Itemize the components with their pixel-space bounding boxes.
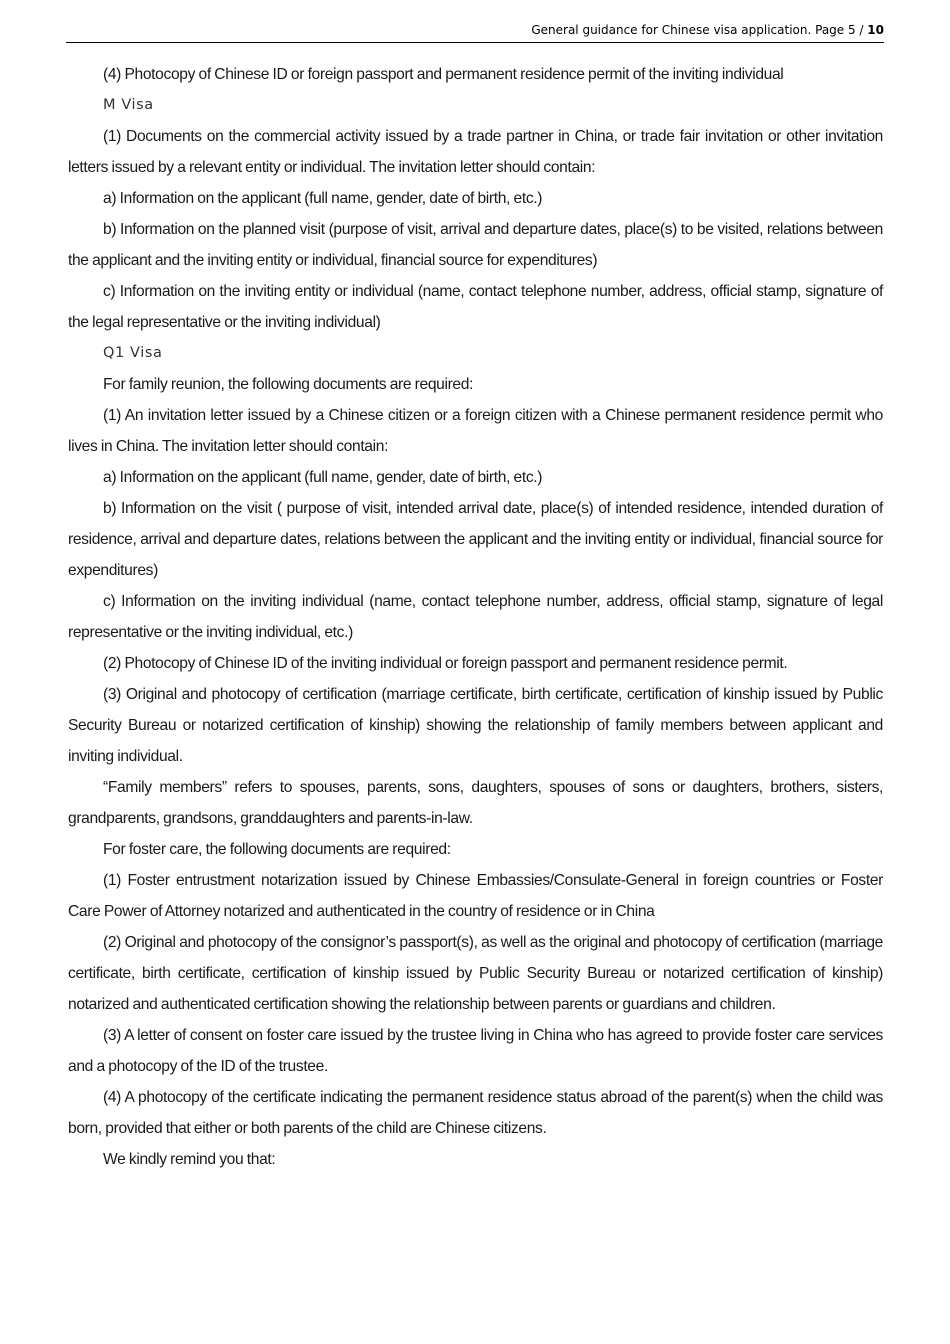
- paragraph: (1) Documents on the commercial activity issued by a trade partner in China, or trade fair invitation or other invitation letters issued by a relevant entity or individual. The invitation letter should contain:: [68, 128, 883, 176]
- section-heading: M Visa: [103, 97, 154, 113]
- paragraph: (1) An invitation letter issued by a Chinese citizen or a foreign citizen with a Chinese permanent residence permit who lives in China. The invitation letter should contain:: [68, 407, 883, 455]
- paragraph: (2) Photocopy of Chinese ID of the inviting individual or foreign passport and permanent residence permit.: [103, 655, 788, 672]
- header-title: General guidance for Chinese visa application. Page 5 /: [531, 23, 868, 37]
- paragraph: (3) A letter of consent on foster care issued by the trustee living in China who has agreed to provide foster care services and a photocopy of the ID of the trustee.: [68, 1027, 883, 1075]
- section-heading: Q1 Visa: [103, 345, 163, 361]
- paragraph: c) Information on the inviting individual (name, contact telephone number, address, official stamp, signature of legal representative or the inviting individual, etc.): [68, 593, 883, 641]
- paragraph: a) Information on the applicant (full name, gender, date of birth, etc.): [103, 190, 543, 207]
- document-body: [68, 59, 883, 1175]
- paragraph: (4) Photocopy of Chinese ID or foreign passport and permanent residence permit of the inviting individual: [103, 66, 784, 83]
- paragraph: We kindly remind you that:: [103, 1151, 276, 1168]
- paragraph: (2) Original and photocopy of the consignor’s passport(s), as well as the original and photocopy of certification (marriage certificate, birth certificate, certification of kinship issued by Public Security Bureau or notarized certification of kinship) notarized and authenticated certification showing the relationship between parents or guardians and children.: [68, 934, 883, 1013]
- paragraph: “Family members” refers to spouses, parents, sons, daughters, spouses of sons or daughters, brothers, sisters, grandparents, grandsons, granddaughters and parents-in-law.: [68, 779, 883, 827]
- paragraph: c) Information on the inviting entity or individual (name, contact telephone number, address, official stamp, signature of the legal representative or the inviting individual): [68, 283, 883, 331]
- paragraph: b) Information on the visit ( purpose of visit, intended arrival date, place(s) of intended residence, intended duration of residence, arrival and departure dates, relations between the applicant and the inviting entity or individual, financial source for expenditures): [68, 500, 883, 579]
- page-header: [66, 22, 884, 43]
- header-total-pages: 10: [867, 23, 884, 37]
- paragraph: a) Information on the applicant (full name, gender, date of birth, etc.): [103, 469, 543, 486]
- paragraph: b) Information on the planned visit (purpose of visit, arrival and departure dates, place(s) to be visited, relations between the applicant and the inviting entity or individual, financial source for expenditures): [68, 221, 883, 269]
- paragraph: (4) A photocopy of the certificate indicating the permanent residence status abroad of the parent(s) when the child was born, provided that either or both parents of the child are Chinese citizens.: [68, 1089, 883, 1137]
- paragraph: For foster care, the following documents are required:: [103, 841, 451, 858]
- paragraph: For family reunion, the following documents are required:: [103, 376, 474, 393]
- paragraph: (3) Original and photocopy of certification (marriage certificate, birth certificate, certification of kinship issued by Public Security Bureau or notarized certification of kinship) showing the relationship of family members between applicant and inviting individual.: [68, 686, 883, 765]
- paragraph: (1) Foster entrustment notarization issued by Chinese Embassies/Consulate-General in foreign countries or Foster Care Power of Attorney notarized and authenticated in the country of residence or in China: [68, 872, 883, 920]
